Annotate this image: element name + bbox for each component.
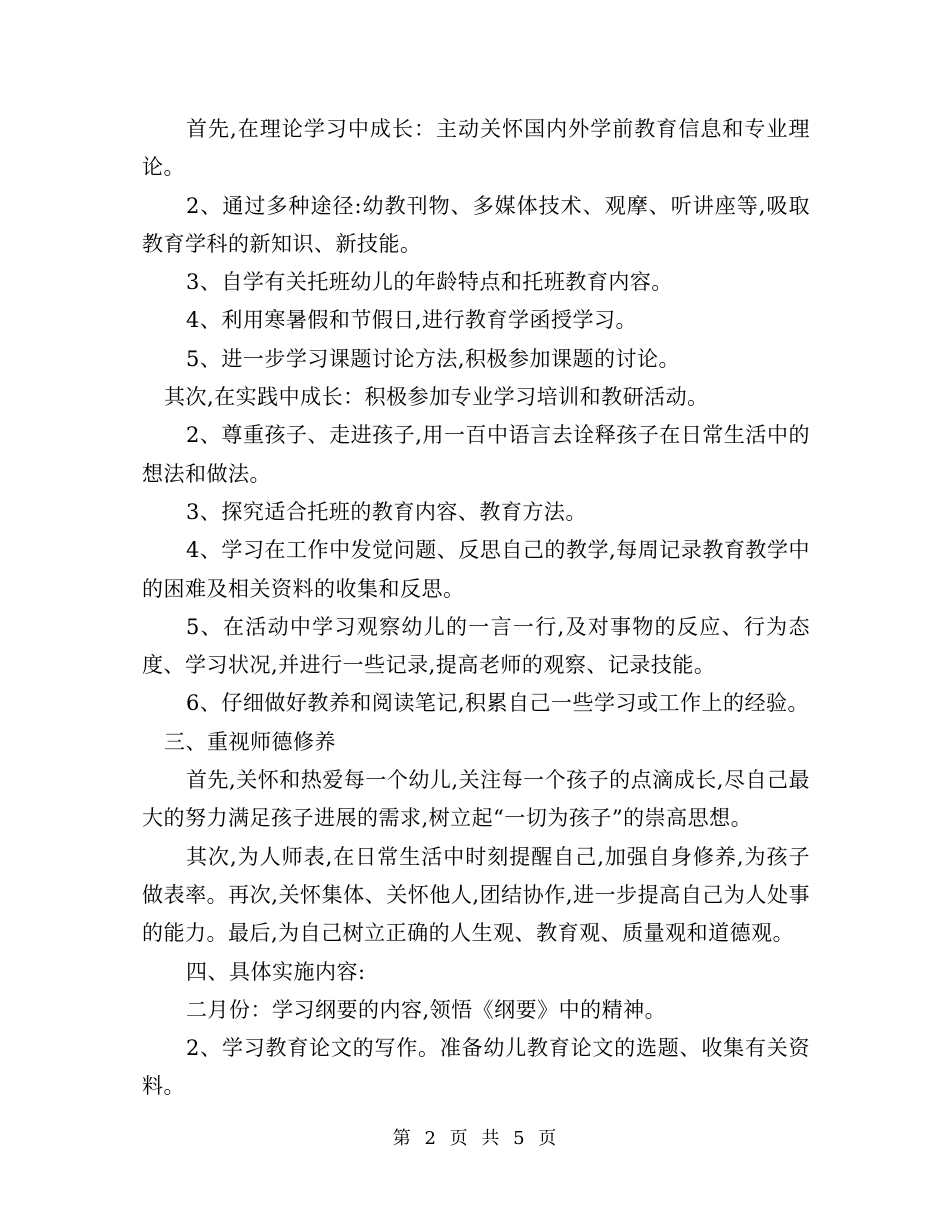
paragraph-9: 4、学习在工作中发觉问题、反思自己的教学,每周记录教育教学中的困难及相关资料的收集和反思。 <box>142 538 810 601</box>
footer-total-pages: 5 <box>513 1128 526 1149</box>
paragraph-14: 其次,为人师表,在日常生活中时刻提醒自己,加强自身修养,为孩子做表率。再次,关怀集体、关怀他人,团结协作,进一步提高自己为人处事的能力。最后,为自己树立正确的人生观、教育观、质量观和道德观。 <box>142 844 810 946</box>
paragraph-1: 首先,在理论学习中成长：主动关怀国内外学前教育信息和专业理论。 <box>142 117 810 180</box>
page-footer <box>0 1124 950 1150</box>
footer-prefix: 第 <box>392 1128 412 1149</box>
section-heading-4: 四、具体实施内容: <box>186 959 366 984</box>
paragraph-6: 其次,在实践中成长：积极参加专业学习培训和教研活动。 <box>164 385 709 410</box>
footer-total-word: 共 <box>481 1128 501 1149</box>
paragraph-4: 4、利用寒暑假和节假日,进行教育学函授学习。 <box>186 308 638 333</box>
paragraph-10: 5、在活动中学习观察幼儿的一言一行,及对事物的反应、行为态度、学习状况,并进行一些记录,提高老师的观察、记录技能。 <box>142 614 810 678</box>
paragraph-17: 2、学习教育论文的写作。准备幼儿教育论文的选题、收集有关资料。 <box>142 1036 810 1099</box>
paragraph-3: 3、自学有关托班幼儿的年龄特点和托班教育内容。 <box>186 270 673 295</box>
paragraph-11: 6、仔细做好教养和阅读笔记,积累自己一些学习或工作上的经验。 <box>186 691 810 716</box>
footer-current-page: 2 <box>424 1128 437 1149</box>
footer-suffix: 页 <box>538 1128 558 1149</box>
document-body <box>142 110 810 1106</box>
paragraph-13: 首先,关怀和热爱每一个幼儿,关注每一个孩子的点滴成长,尽自己最大的努力满足孩子进展的需求,树立起“一切为孩子”的崇高思想。 <box>142 768 810 831</box>
section-heading-3: 三、重视师德修养 <box>164 729 336 754</box>
paragraph-16: 二月份：学习纲要的内容,领悟《纲要》中的精神。 <box>186 997 667 1022</box>
paragraph-8: 3、探究适合托班的教育内容、教育方法。 <box>186 499 587 524</box>
paragraph-7: 2、尊重孩子、走进孩子,用一百中语言去诠释孩子在日常生活中的想法和做法。 <box>142 423 810 486</box>
paragraph-5: 5、进一步学习课题讨论方法,积极参加课题的讨论。 <box>186 346 681 371</box>
paragraph-2: 2、通过多种途径:幼教刊物、多媒体技术、观摩、听讲座等,吸取教育学科的新知识、新技能。 <box>142 193 810 256</box>
footer-page-word: 页 <box>449 1128 469 1149</box>
